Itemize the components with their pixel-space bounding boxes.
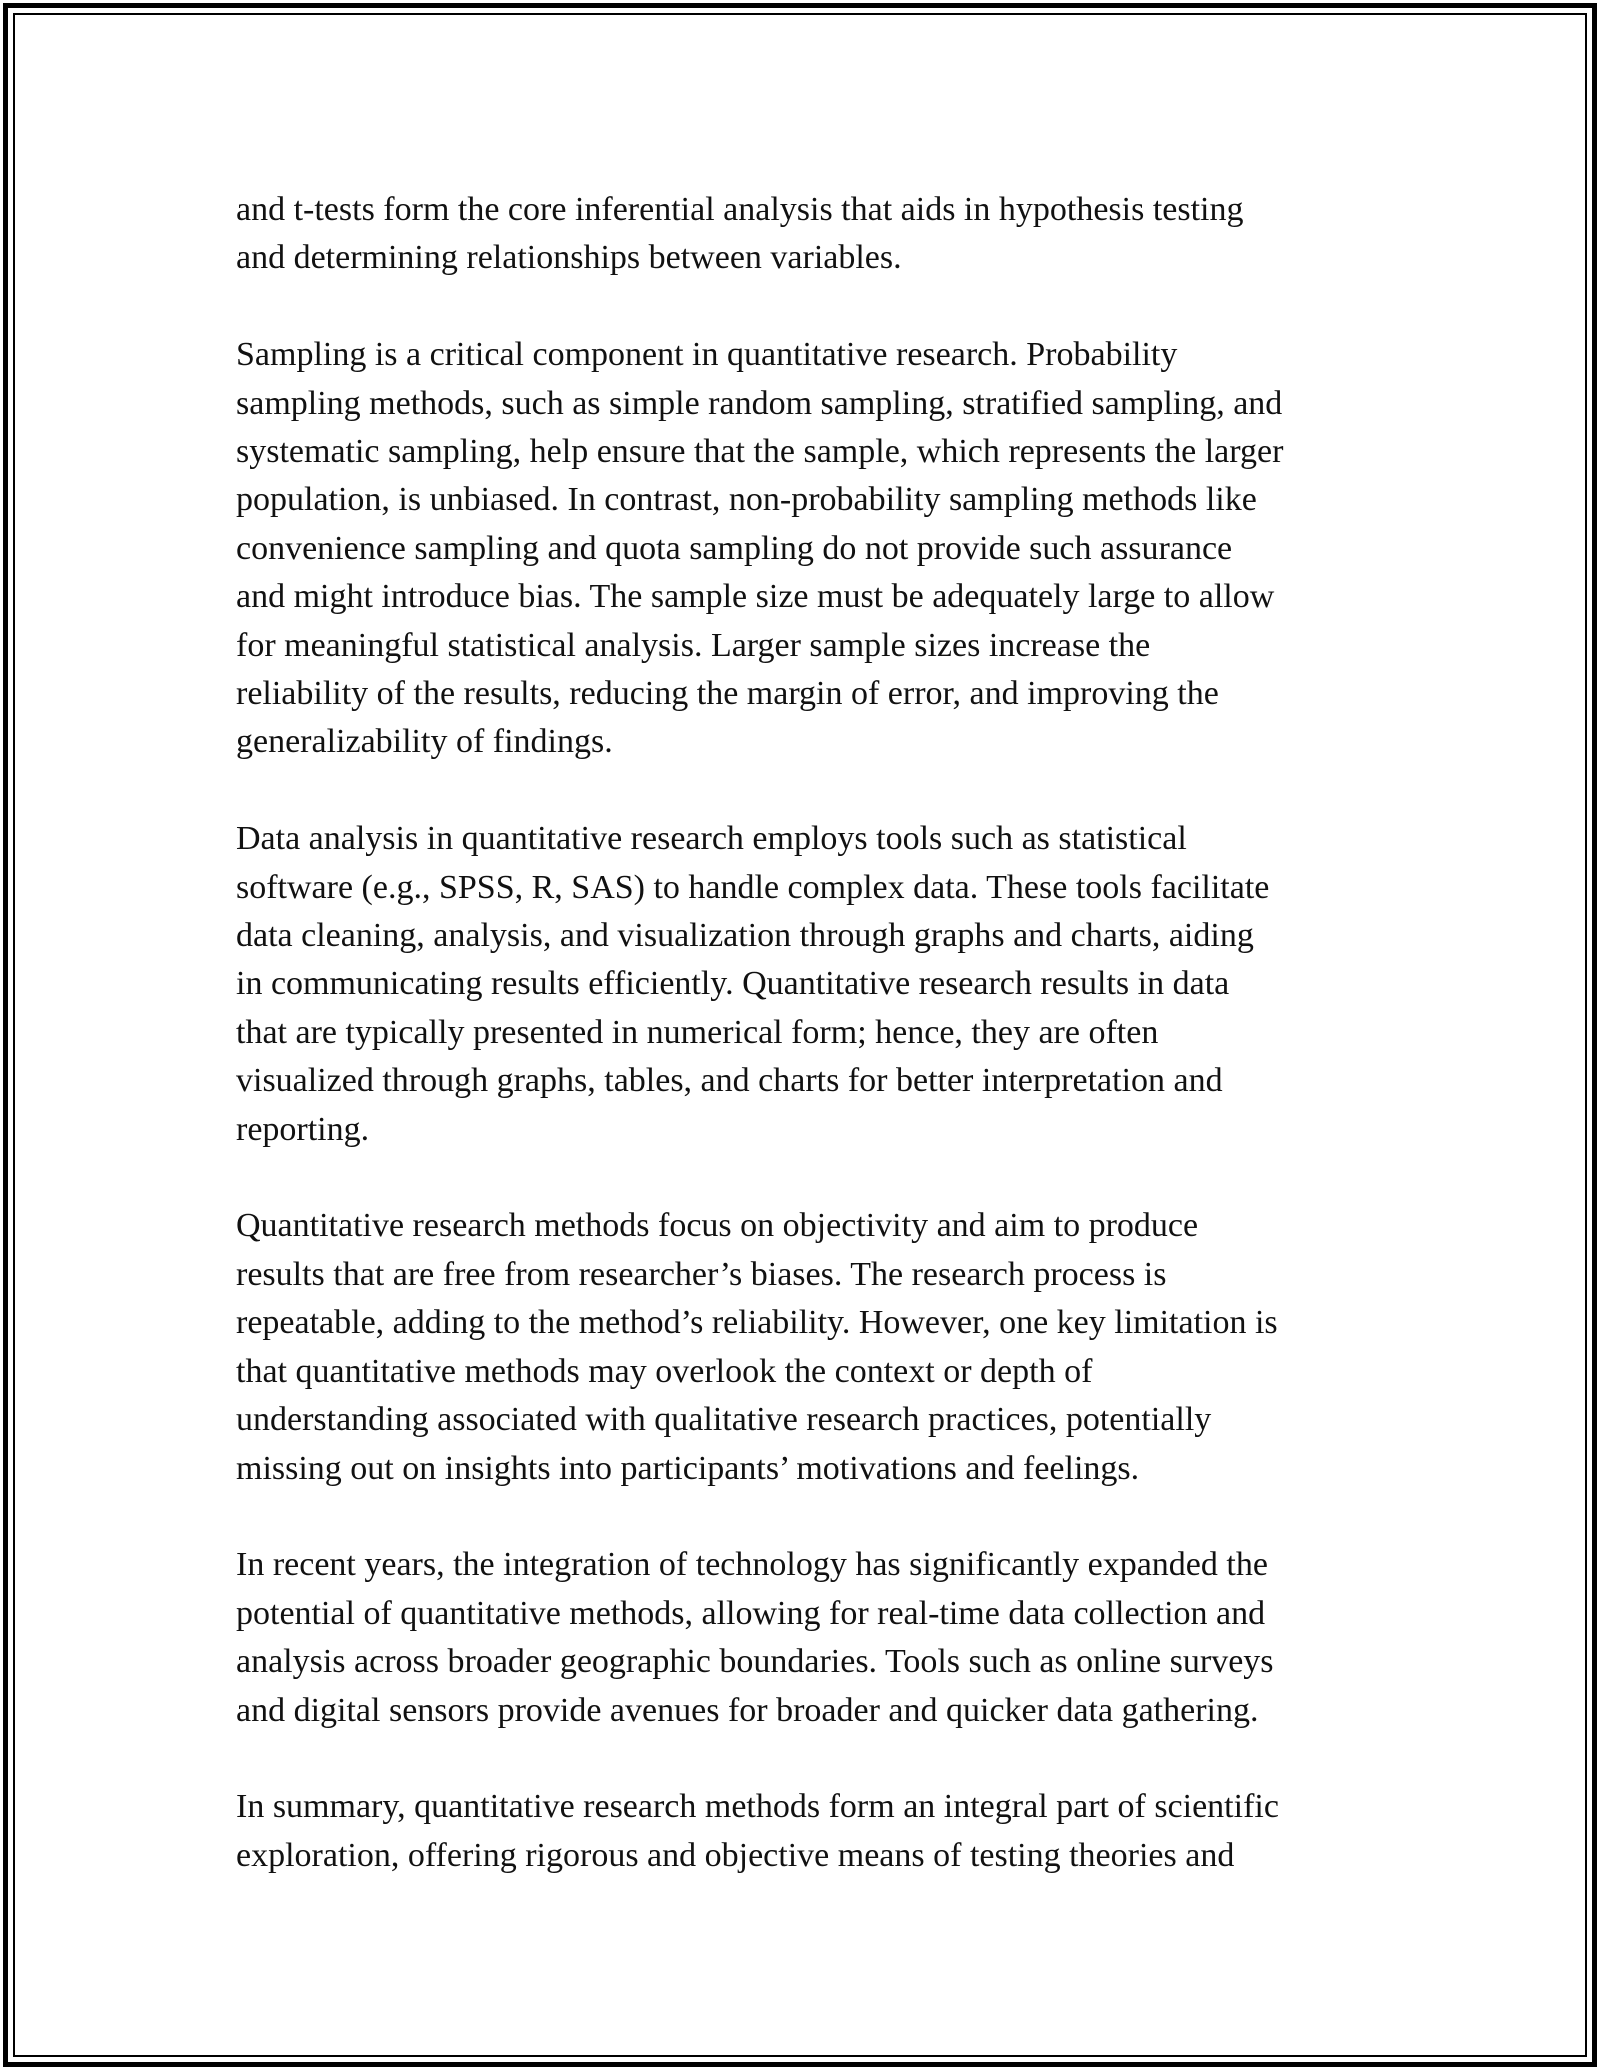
paragraph-technology — [236, 1541, 1396, 1735]
text-line: Quantitative research methods focus on objectivity and aim to produce — [236, 1207, 1199, 1245]
paragraph-objectivity — [236, 1202, 1396, 1492]
document-body — [236, 186, 1396, 1929]
text-line: software (e.g., SPSS, R, SAS) to handle complex data. These tools facilitate — [236, 868, 1270, 906]
text-line: visualized through graphs, tables, and charts for better interpretation and — [236, 1062, 1223, 1100]
text-line: analysis across broader geographic boundaries. Tools such as online surveys — [236, 1643, 1274, 1681]
paragraph-data-analysis — [236, 815, 1396, 1154]
text-line: that quantitative methods may overlook the context or depth of — [236, 1352, 1093, 1390]
text-line: reliability of the results, reducing the margin of error, and improving the — [236, 675, 1219, 713]
text-line: and digital sensors provide avenues for broader and quicker data gathering. — [236, 1691, 1259, 1729]
text-line: results that are free from researcher’s biases. The research process is — [236, 1255, 1167, 1293]
text-line: sampling methods, such as simple random sampling, stratified sampling, and — [236, 384, 1283, 422]
text-line: repeatable, adding to the method’s reliability. However, one key limitation is — [236, 1304, 1278, 1342]
paragraph-sampling — [236, 331, 1396, 767]
text-line: Data analysis in quantitative research employs tools such as statistical — [236, 820, 1187, 858]
text-line: generalizability of findings. — [236, 723, 613, 761]
text-line: Sampling is a critical component in quantitative research. Probability — [236, 336, 1178, 374]
text-line: and determining relationships between variables. — [236, 239, 902, 277]
text-line: potential of quantitative methods, allowing for real-time data collection and — [236, 1594, 1266, 1632]
text-line: exploration, offering rigorous and objective means of testing theories and — [236, 1836, 1235, 1874]
text-line: and t-tests form the core inferential analysis that aids in hypothesis testing — [236, 191, 1244, 228]
text-line: in communicating results efficiently. Quantitative research results in data — [236, 965, 1230, 1003]
text-line: missing out on insights into participants’ motivations and feelings. — [236, 1449, 1140, 1487]
text-line: and might introduce bias. The sample size must be adequately large to allow — [236, 578, 1275, 616]
text-line: In recent years, the integration of technology has significantly expanded the — [236, 1546, 1268, 1584]
text-line: systematic sampling, help ensure that the sample, which represents the larger — [236, 433, 1284, 471]
paragraph-summary — [236, 1783, 1396, 1880]
text-line: understanding associated with qualitative research practices, potentially — [236, 1401, 1212, 1439]
text-line: reporting. — [236, 1110, 370, 1148]
text-line: convenience sampling and quota sampling do not provide such assurance — [236, 529, 1233, 567]
text-line: population, is unbiased. In contrast, non-probability sampling methods like — [236, 481, 1257, 519]
text-line: data cleaning, analysis, and visualization through graphs and charts, aiding — [236, 917, 1254, 955]
text-line: for meaningful statistical analysis. Larger sample sizes increase the — [236, 626, 1151, 664]
paragraph-inferential-analysis — [236, 186, 1396, 283]
text-line: that are typically presented in numerical form; hence, they are often — [236, 1013, 1159, 1051]
text-line: In summary, quantitative research methods form an integral part of scientific — [236, 1788, 1279, 1826]
